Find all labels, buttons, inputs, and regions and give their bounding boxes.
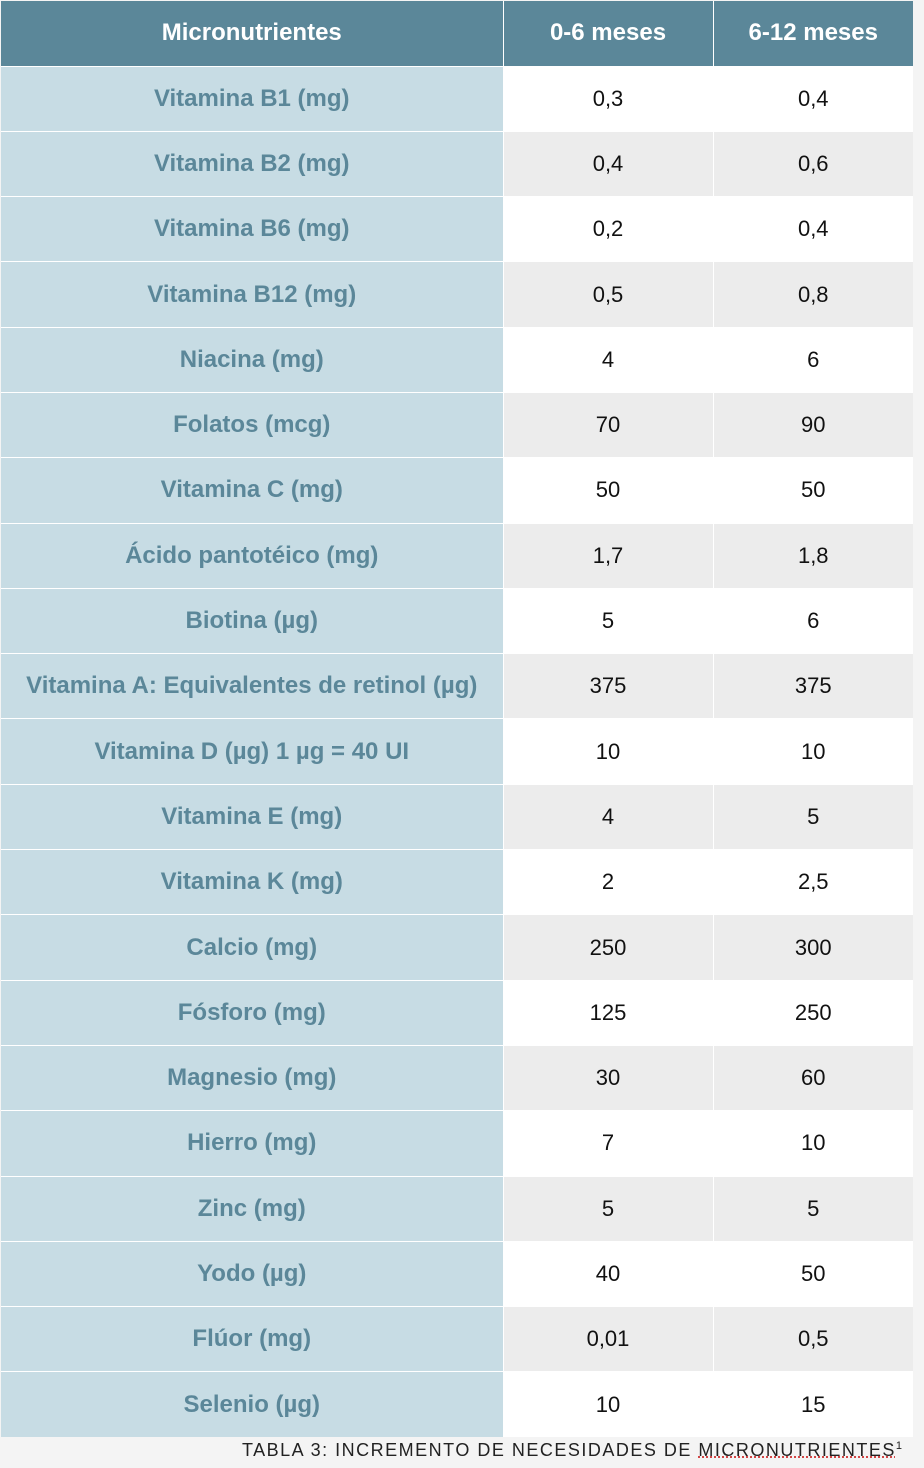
value-6-12-meses-cell: 5 [713,1176,913,1241]
table-row [1,1241,913,1306]
table-row [1,1372,913,1437]
value-6-12-meses-cell: 6 [713,588,913,653]
table-row [1,523,913,588]
micronutrient-table-container [1,1,913,1437]
table-row [1,654,913,719]
table-row [1,327,913,392]
value-0-6-meses-cell: 375 [503,654,713,719]
nutrient-name-cell: Vitamina A: Equivalentes de retinol (µg) [1,654,503,719]
value-6-12-meses-cell: 2,5 [713,850,913,915]
header-row [1,1,913,66]
value-0-6-meses-cell: 2 [503,850,713,915]
value-6-12-meses-cell: 0,5 [713,1307,913,1372]
nutrient-name-cell: Selenio (µg) [1,1372,503,1437]
value-0-6-meses-cell: 0,2 [503,197,713,262]
table-header [1,1,913,66]
value-0-6-meses-cell: 70 [503,392,713,457]
value-0-6-meses-cell: 10 [503,1372,713,1437]
value-6-12-meses-cell: 375 [713,654,913,719]
table-row [1,131,913,196]
value-0-6-meses-cell: 4 [503,784,713,849]
value-6-12-meses-cell: 50 [713,458,913,523]
nutrient-name-cell: Calcio (mg) [1,915,503,980]
nutrient-name-cell: Vitamina B12 (mg) [1,262,503,327]
table-row [1,719,913,784]
table-row [1,458,913,523]
nutrient-name-cell: Fósforo (mg) [1,980,503,1045]
nutrient-name-cell: Biotina (µg) [1,588,503,653]
micronutrient-table [1,1,913,1437]
value-0-6-meses-cell: 10 [503,719,713,784]
table-row [1,850,913,915]
header-6-12-meses: 6-12 meses [713,1,913,66]
nutrient-name-cell: Hierro (mg) [1,1111,503,1176]
nutrient-name-cell: Vitamina B1 (mg) [1,66,503,131]
table-row [1,1111,913,1176]
table-row [1,262,913,327]
value-6-12-meses-cell: 1,8 [713,523,913,588]
value-6-12-meses-cell: 90 [713,392,913,457]
value-6-12-meses-cell: 6 [713,327,913,392]
nutrient-name-cell: Magnesio (mg) [1,1045,503,1110]
table-row [1,392,913,457]
caption-underlined-word: MICRONUTRIENTES [698,1440,896,1460]
value-0-6-meses-cell: 40 [503,1241,713,1306]
table-row [1,1045,913,1110]
caption-prefix: TABLA 3: INCREMENTO DE NECESIDADES DE [241,1440,699,1460]
table-row [1,1307,913,1372]
table-row [1,915,913,980]
value-6-12-meses-cell: 0,4 [713,66,913,131]
value-0-6-meses-cell: 7 [503,1111,713,1176]
value-6-12-meses-cell: 250 [713,980,913,1045]
value-6-12-meses-cell: 5 [713,784,913,849]
value-6-12-meses-cell: 50 [713,1241,913,1306]
value-6-12-meses-cell: 60 [713,1045,913,1110]
nutrient-name-cell: Flúor (mg) [1,1307,503,1372]
table-row [1,1176,913,1241]
value-6-12-meses-cell: 10 [713,719,913,784]
value-6-12-meses-cell: 15 [713,1372,913,1437]
value-0-6-meses-cell: 4 [503,327,713,392]
nutrient-name-cell: Vitamina C (mg) [1,458,503,523]
nutrient-name-cell: Vitamina E (mg) [1,784,503,849]
value-0-6-meses-cell: 1,7 [503,523,713,588]
value-6-12-meses-cell: 0,4 [713,197,913,262]
nutrient-name-cell: Folatos (mcg) [1,392,503,457]
nutrient-name-cell: Zinc (mg) [1,1176,503,1241]
nutrient-name-cell: Vitamina B2 (mg) [1,131,503,196]
value-0-6-meses-cell: 125 [503,980,713,1045]
table-row [1,784,913,849]
nutrient-name-cell: Ácido pantotéico (mg) [1,523,503,588]
value-0-6-meses-cell: 5 [503,1176,713,1241]
nutrient-name-cell: Yodo (µg) [1,1241,503,1306]
value-0-6-meses-cell: 0,5 [503,262,713,327]
value-6-12-meses-cell: 10 [713,1111,913,1176]
nutrient-name-cell: Vitamina K (mg) [1,850,503,915]
header-0-6-meses: 0-6 meses [503,1,713,66]
caption-footnote-marker: 1 [895,1440,902,1452]
value-6-12-meses-cell: 0,8 [713,262,913,327]
value-0-6-meses-cell: 0,3 [503,66,713,131]
table-row [1,980,913,1045]
table-body [1,66,913,1437]
value-0-6-meses-cell: 30 [503,1045,713,1110]
value-0-6-meses-cell: 5 [503,588,713,653]
value-0-6-meses-cell: 250 [503,915,713,980]
nutrient-name-cell: Niacina (mg) [1,327,503,392]
table-row [1,197,913,262]
value-6-12-meses-cell: 300 [713,915,913,980]
table-row [1,66,913,131]
table-caption [242,1440,902,1461]
value-0-6-meses-cell: 0,4 [503,131,713,196]
nutrient-name-cell: Vitamina B6 (mg) [1,197,503,262]
value-0-6-meses-cell: 0,01 [503,1307,713,1372]
value-0-6-meses-cell: 50 [503,458,713,523]
nutrient-name-cell: Vitamina D (µg) 1 µg = 40 UI [1,719,503,784]
value-6-12-meses-cell: 0,6 [713,131,913,196]
header-micronutrientes: Micronutrientes [1,1,503,66]
table-row [1,588,913,653]
